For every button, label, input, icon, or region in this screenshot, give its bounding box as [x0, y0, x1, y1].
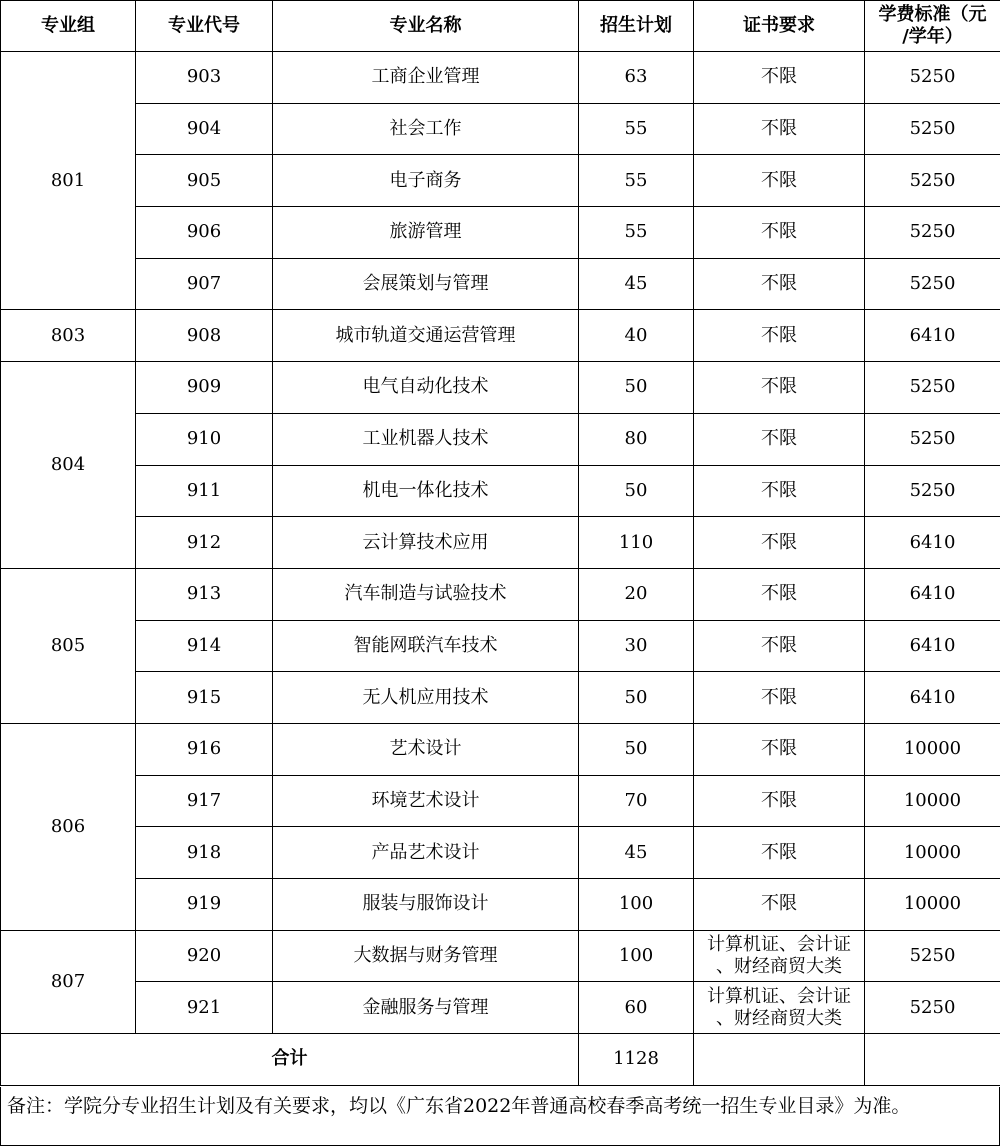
fee-cell: 5250 — [865, 982, 1000, 1034]
table-row — [1, 413, 1000, 465]
footnote: 备注：学院分专业招生计划及有关要求，均以《广东省2022年普通高校春季高考统一招生专业目录》为准。 — [0, 1087, 1000, 1146]
cert-cell — [694, 930, 865, 982]
code-cell: 904 — [136, 103, 273, 155]
plan-cell: 50 — [579, 672, 694, 724]
cert-line1: 计算机证、会计证 — [707, 934, 851, 956]
name-cell: 电气自动化技术 — [273, 362, 579, 414]
header-code: 专业代号 — [136, 1, 273, 52]
name-cell: 社会工作 — [273, 103, 579, 155]
plan-cell: 55 — [579, 155, 694, 207]
cert-cell: 不限 — [694, 413, 865, 465]
total-plan: 1128 — [579, 1034, 694, 1086]
name-cell: 汽车制造与试验技术 — [273, 568, 579, 620]
name-cell: 服装与服饰设计 — [273, 879, 579, 931]
fee-cell: 10000 — [865, 775, 1000, 827]
fee-cell: 6410 — [865, 310, 1000, 362]
cert-cell: 不限 — [694, 52, 865, 104]
plan-cell: 45 — [579, 827, 694, 879]
name-cell: 环境艺术设计 — [273, 775, 579, 827]
name-cell: 艺术设计 — [273, 723, 579, 775]
fee-cell: 5250 — [865, 207, 1000, 259]
fee-cell: 5250 — [865, 258, 1000, 310]
cert-cell: 不限 — [694, 207, 865, 259]
fee-cell: 5250 — [865, 155, 1000, 207]
group-cell: 804 — [1, 362, 136, 569]
table-row — [1, 155, 1000, 207]
table-body — [1, 52, 1000, 1034]
plan-cell: 30 — [579, 620, 694, 672]
name-cell: 会展策划与管理 — [273, 258, 579, 310]
fee-cell: 5250 — [865, 52, 1000, 104]
total-fee-empty — [865, 1034, 1000, 1086]
cert-cell: 不限 — [694, 103, 865, 155]
code-cell: 921 — [136, 982, 273, 1034]
fee-cell: 10000 — [865, 879, 1000, 931]
cert-cell: 不限 — [694, 672, 865, 724]
fee-cell: 5250 — [865, 413, 1000, 465]
plan-cell: 45 — [579, 258, 694, 310]
header-cert: 证书要求 — [694, 1, 865, 52]
header-plan: 招生计划 — [579, 1, 694, 52]
code-cell: 918 — [136, 827, 273, 879]
plan-cell: 40 — [579, 310, 694, 362]
plan-cell: 100 — [579, 879, 694, 931]
plan-cell: 110 — [579, 517, 694, 569]
header-fee — [865, 1, 1000, 52]
table-row — [1, 465, 1000, 517]
fee-cell: 5250 — [865, 362, 1000, 414]
group-cell: 805 — [1, 568, 136, 723]
cert-cell: 不限 — [694, 465, 865, 517]
cert-cell: 不限 — [694, 155, 865, 207]
table-row — [1, 207, 1000, 259]
code-cell: 914 — [136, 620, 273, 672]
cert-cell: 不限 — [694, 723, 865, 775]
code-cell: 916 — [136, 723, 273, 775]
total-row — [1, 1034, 1000, 1086]
total-cert-empty — [694, 1034, 865, 1086]
fee-cell: 6410 — [865, 672, 1000, 724]
code-cell: 908 — [136, 310, 273, 362]
fee-cell: 6410 — [865, 568, 1000, 620]
plan-cell: 20 — [579, 568, 694, 620]
code-cell: 906 — [136, 207, 273, 259]
code-cell: 910 — [136, 413, 273, 465]
cert-line1: 计算机证、会计证 — [707, 985, 851, 1007]
fee-cell: 6410 — [865, 517, 1000, 569]
name-cell: 工商企业管理 — [273, 52, 579, 104]
group-cell: 806 — [1, 723, 136, 930]
table-row — [1, 672, 1000, 724]
table-row — [1, 517, 1000, 569]
table-row — [1, 723, 1000, 775]
code-cell: 915 — [136, 672, 273, 724]
cert-cell: 不限 — [694, 775, 865, 827]
header-fee-line1: 学费标准（元 — [878, 4, 987, 25]
code-cell: 903 — [136, 52, 273, 104]
header-group: 专业组 — [1, 1, 136, 52]
name-cell: 旅游管理 — [273, 207, 579, 259]
table-row — [1, 982, 1000, 1034]
name-cell: 智能网联汽车技术 — [273, 620, 579, 672]
plan-cell: 100 — [579, 930, 694, 982]
cert-cell: 不限 — [694, 568, 865, 620]
group-cell: 801 — [1, 52, 136, 310]
cert-cell: 不限 — [694, 517, 865, 569]
table-row — [1, 620, 1000, 672]
name-cell: 工业机器人技术 — [273, 413, 579, 465]
plan-cell: 50 — [579, 723, 694, 775]
table-header-row — [1, 1, 1000, 52]
code-cell: 911 — [136, 465, 273, 517]
cert-cell: 不限 — [694, 620, 865, 672]
code-cell: 917 — [136, 775, 273, 827]
name-cell: 电子商务 — [273, 155, 579, 207]
plan-cell: 50 — [579, 465, 694, 517]
name-cell: 大数据与财务管理 — [273, 930, 579, 982]
table-row — [1, 827, 1000, 879]
plan-cell: 60 — [579, 982, 694, 1034]
plan-cell: 55 — [579, 207, 694, 259]
header-name: 专业名称 — [273, 1, 579, 52]
table-row — [1, 930, 1000, 982]
name-cell: 产品艺术设计 — [273, 827, 579, 879]
table-row — [1, 310, 1000, 362]
table-row — [1, 103, 1000, 155]
code-cell: 920 — [136, 930, 273, 982]
plan-cell: 55 — [579, 103, 694, 155]
name-cell: 机电一体化技术 — [273, 465, 579, 517]
name-cell: 金融服务与管理 — [273, 982, 579, 1034]
fee-cell: 10000 — [865, 723, 1000, 775]
cert-cell: 不限 — [694, 827, 865, 879]
cert-cell: 不限 — [694, 258, 865, 310]
plan-cell: 50 — [579, 362, 694, 414]
plan-cell: 80 — [579, 413, 694, 465]
group-cell: 807 — [1, 930, 136, 1033]
cert-cell: 不限 — [694, 310, 865, 362]
table-row — [1, 362, 1000, 414]
code-cell: 909 — [136, 362, 273, 414]
header-fee-line2: /学年） — [902, 26, 963, 47]
code-cell: 907 — [136, 258, 273, 310]
plan-cell: 70 — [579, 775, 694, 827]
code-cell: 919 — [136, 879, 273, 931]
cert-line2: 、财经商贸大类 — [716, 956, 842, 978]
code-cell: 913 — [136, 568, 273, 620]
cert-cell — [694, 982, 865, 1034]
name-cell: 云计算技术应用 — [273, 517, 579, 569]
name-cell: 无人机应用技术 — [273, 672, 579, 724]
total-label: 合计 — [1, 1034, 579, 1086]
fee-cell: 10000 — [865, 827, 1000, 879]
name-cell: 城市轨道交通运营管理 — [273, 310, 579, 362]
fee-cell: 6410 — [865, 620, 1000, 672]
fee-cell: 5250 — [865, 930, 1000, 982]
table-row — [1, 52, 1000, 104]
table-row — [1, 775, 1000, 827]
group-cell: 803 — [1, 310, 136, 362]
fee-cell: 5250 — [865, 465, 1000, 517]
cert-cell: 不限 — [694, 879, 865, 931]
table-row — [1, 258, 1000, 310]
table-row — [1, 568, 1000, 620]
cert-line2: 、财经商贸大类 — [716, 1007, 842, 1029]
cert-cell: 不限 — [694, 362, 865, 414]
code-cell: 912 — [136, 517, 273, 569]
code-cell: 905 — [136, 155, 273, 207]
fee-cell: 5250 — [865, 103, 1000, 155]
plan-cell: 63 — [579, 52, 694, 104]
table-row — [1, 879, 1000, 931]
